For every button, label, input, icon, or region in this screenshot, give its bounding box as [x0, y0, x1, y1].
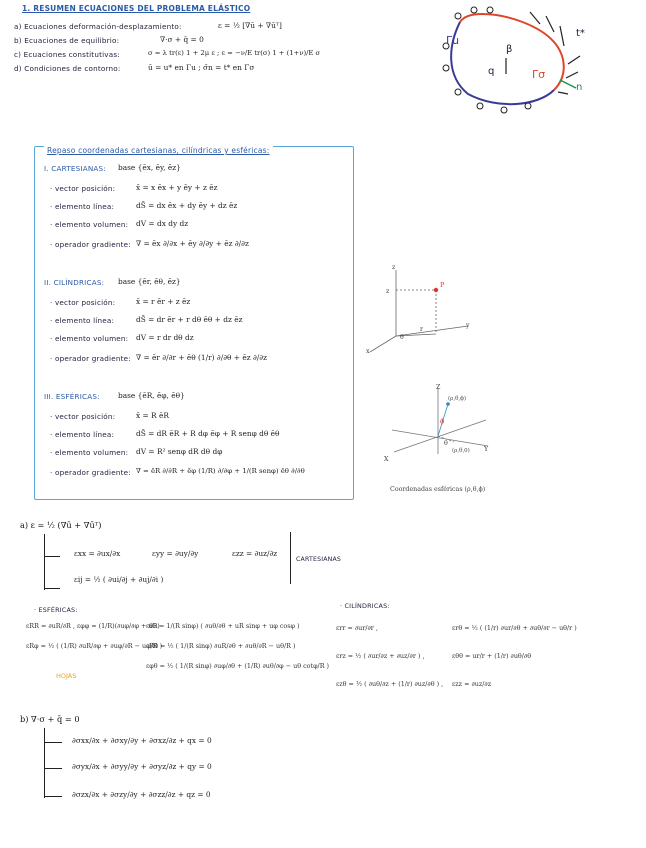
- cyl-item-eq: x̄ = r ēr + z ēz: [136, 297, 191, 306]
- cil-strain-4: εθθ = ur/r + (1/r) ∂uθ/∂θ: [452, 652, 532, 660]
- cart-strain-xx: εxx = ∂ux/∂x: [74, 549, 121, 558]
- label-n: n: [576, 82, 583, 93]
- sph-axis-y: Y: [484, 446, 489, 453]
- cart-item-eq: x̄ = x ēx + y ēy + z ēz: [136, 183, 218, 192]
- cyl-item-label: · operador gradiente:: [50, 354, 131, 363]
- label-gamma-sigma: Γσ: [532, 68, 546, 81]
- esf-label: · ESFÉRICAS:: [34, 606, 78, 614]
- sph-axis-z: Z: [436, 384, 441, 391]
- equilibrium-z: ∂σzx/∂x + ∂σzy/∂y + ∂σzz/∂z + qz = 0: [72, 790, 211, 799]
- esf-strain-1: εRR = ∂uR/∂R , εφφ = (1/R)(∂uφ/∂φ + uR): [26, 622, 160, 630]
- cart-strain-zz: εzz = ∂uz/∂z: [232, 549, 278, 558]
- sph-point-marker: [446, 402, 450, 406]
- elastic-body-diagram: [428, 6, 596, 118]
- cyl-label-theta: θ: [400, 334, 404, 341]
- cart-strain-shear: εij = ½ ( ∂ui/∂j + ∂uj/∂i ): [74, 575, 164, 584]
- part-b-heading: b) ∇·σ + q̄ = 0: [20, 714, 80, 724]
- label-beta: β: [506, 44, 513, 55]
- cyl-label-r: r: [420, 326, 424, 333]
- cart-item-label: · elemento línea:: [50, 202, 115, 211]
- cart-label: CARTESIANAS: [296, 556, 342, 563]
- cyl-label-p: P: [440, 282, 445, 289]
- cyl-item-eq: dS̄ = dr ēr + r dθ ēθ + dz ēz: [136, 315, 243, 324]
- eq-row-label-d: d) Condiciones de contorno:: [14, 64, 121, 73]
- eq-row-label-c: c) Ecuaciones constitutivas:: [14, 50, 120, 59]
- cart-item-eq: ∇ = ēx ∂/∂x + ēy ∂/∂y + ēz ∂/∂z: [136, 239, 249, 248]
- cyl-base: base {ēr, ēθ, ēz}: [118, 277, 181, 286]
- boundary-gamma-u: [451, 22, 554, 104]
- label-t: t*: [576, 28, 585, 39]
- sph-point-label: (ρ,θ,ϕ): [448, 396, 467, 402]
- cart-item-eq: dS̄ = dx ēx + dy ēy + dz ēz: [136, 201, 238, 210]
- hint-note: HOJAS: [56, 672, 77, 680]
- sph-caption: Coordenadas esféricas (ρ,θ,ϕ): [390, 486, 486, 493]
- right-brace: [290, 532, 291, 584]
- eq-row-formula-b: ∇·σ + q̄ = 0: [160, 35, 204, 44]
- cyl-item-label: · elemento línea:: [50, 316, 115, 325]
- cyl-item-label: · vector posición:: [50, 298, 116, 307]
- review-title-wrap: [44, 138, 273, 157]
- sph-axis-x: X: [384, 456, 389, 463]
- cart-heading: I. CARTESIANAS:: [44, 164, 106, 173]
- bracket-tick: [44, 556, 60, 557]
- bracket-vertical: [44, 534, 45, 590]
- sph-item-label: · vector posición:: [50, 412, 116, 421]
- cyl-item-label: · elemento volumen:: [50, 334, 129, 343]
- bracket-tick: [44, 796, 62, 797]
- sph-item-eq: x̄ = R ēR: [136, 411, 169, 420]
- sph-label-phi: ϕ: [440, 418, 445, 425]
- sph-proj-label: (ρ,θ,0): [452, 448, 470, 454]
- bracket-tick: [44, 588, 60, 589]
- part-a-heading: a) ε = ½ (∇ū + ∇ūᵀ): [20, 520, 102, 530]
- cyl-axis-x: x: [366, 348, 370, 355]
- eq-row-formula-a: ε = ½ [∇ū + ∇ūᵀ]: [218, 21, 282, 30]
- label-gamma-u: Γu: [446, 34, 460, 47]
- traction-arrows: [530, 12, 583, 94]
- bracket-vertical: [44, 728, 45, 798]
- cart-item-label: · elemento volumen:: [50, 220, 129, 229]
- label-q: q: [488, 66, 495, 77]
- bracket-tick: [44, 742, 62, 743]
- eq-row-formula-c: σ = λ tr(ε) 1 + 2μ ε ; ε = −ν/E tr(σ) 1 + (1+ν)/E σ: [148, 49, 321, 57]
- eq-row-formula-d: ū = u* en Γu ; σ̄n = t* en Γσ: [148, 63, 255, 72]
- esf-strain-4: εRθ = ½ ( 1/(R sinφ) ∂uR/∂θ + ∂uθ/∂R − uθ/R ): [146, 642, 296, 650]
- cart-item-eq: dV = dx dy dz: [136, 219, 189, 228]
- sph-item-eq: ∇ = ēR ∂/∂R + ēφ (1/R) ∂/∂φ + 1/(R senφ) ēθ ∂/∂θ: [136, 467, 305, 475]
- sph-item-label: · operador gradiente:: [50, 468, 131, 477]
- cil-strain-5: εzθ = ½ ( ∂uθ/∂z + (1/r) ∂uz/∂θ ) ,: [336, 680, 444, 688]
- sph-heading: III. ESFÉRICAS:: [44, 392, 100, 401]
- spherical-figure: [382, 384, 494, 468]
- esf-strain-3: εθθ = 1/(R sinφ) ( ∂uθ/∂θ + uR sinφ + uφ cosφ ): [146, 622, 300, 630]
- eq-row-label-b: b) Ecuaciones de equilibrio:: [14, 36, 120, 45]
- sph-item-eq: dV = R² senφ dR dθ dφ: [136, 447, 223, 456]
- cyl-item-eq: ∇ = ēr ∂/∂r + ēθ (1/r) ∂/∂θ + ēz ∂/∂z: [136, 353, 267, 362]
- cil-strain-3: εrz = ½ ( ∂ur/∂z + ∂uz/∂r ) ,: [336, 652, 425, 660]
- normal-arrow: [560, 80, 576, 88]
- cyl-axis-y: y: [466, 322, 470, 329]
- cyl-item-eq: dV = r dr dθ dz: [136, 333, 194, 342]
- cil-label: · CILÍNDRICAS:: [340, 602, 390, 610]
- equilibrium-x: ∂σxx/∂x + ∂σxy/∂y + ∂σxz/∂z + qx = 0: [72, 736, 212, 745]
- bracket-tick: [44, 768, 62, 769]
- sph-item-label: · elemento línea:: [50, 430, 115, 439]
- sph-item-label: · elemento volumen:: [50, 448, 129, 457]
- cyl-axis-z-level: z: [386, 288, 390, 295]
- support-marks: [443, 7, 531, 113]
- review-title: Repaso coordenadas cartesianas, cilíndricas y esféricas:: [47, 146, 270, 155]
- cart-item-label: · operador gradiente:: [50, 240, 131, 249]
- eq-row-label-a: a) Ecuaciones deformación-desplazamiento:: [14, 22, 182, 31]
- cil-strain-1: εrr = ∂ur/∂r ,: [336, 624, 378, 632]
- cyl-axis-z: z: [392, 264, 396, 271]
- cart-base: base {ēx, ēy, ēz}: [118, 163, 181, 172]
- sph-base: base {ēR, ēφ, ēθ}: [118, 391, 185, 400]
- sph-label-theta: θ: [444, 440, 448, 447]
- sph-item-eq: dS̄ = dR ēR + R dφ ēφ + R senφ dθ ēθ: [136, 429, 280, 438]
- esf-strain-2: εRφ = ½ ( (1/R) ∂uR/∂φ + ∂uφ/∂R − uφ/R ): [26, 642, 163, 650]
- section-title: 1. RESUMEN ECUACIONES DEL PROBLEMA ELÁSTICO: [22, 4, 251, 13]
- esf-strain-5: εφθ = ½ ( 1/(R sinφ) ∂uφ/∂θ + (1/R) ∂uθ/∂φ − uθ cotφ/R ): [146, 662, 330, 670]
- cart-item-label: · vector posición:: [50, 184, 116, 193]
- point-p-marker: [434, 288, 438, 292]
- cyl-heading: II. CILÍNDRICAS:: [44, 278, 105, 287]
- cylindrical-figure: [366, 264, 472, 356]
- equilibrium-y: ∂σyx/∂x + ∂σyy/∂y + ∂σyz/∂z + qy = 0: [72, 762, 212, 771]
- cart-strain-yy: εyy = ∂uy/∂y: [152, 549, 199, 558]
- cil-strain-2: εrθ = ½ ( (1/r) ∂ur/∂θ + ∂uθ/∂r − uθ/r ): [452, 624, 577, 632]
- cil-strain-6: εzz = ∂uz/∂z: [452, 680, 492, 688]
